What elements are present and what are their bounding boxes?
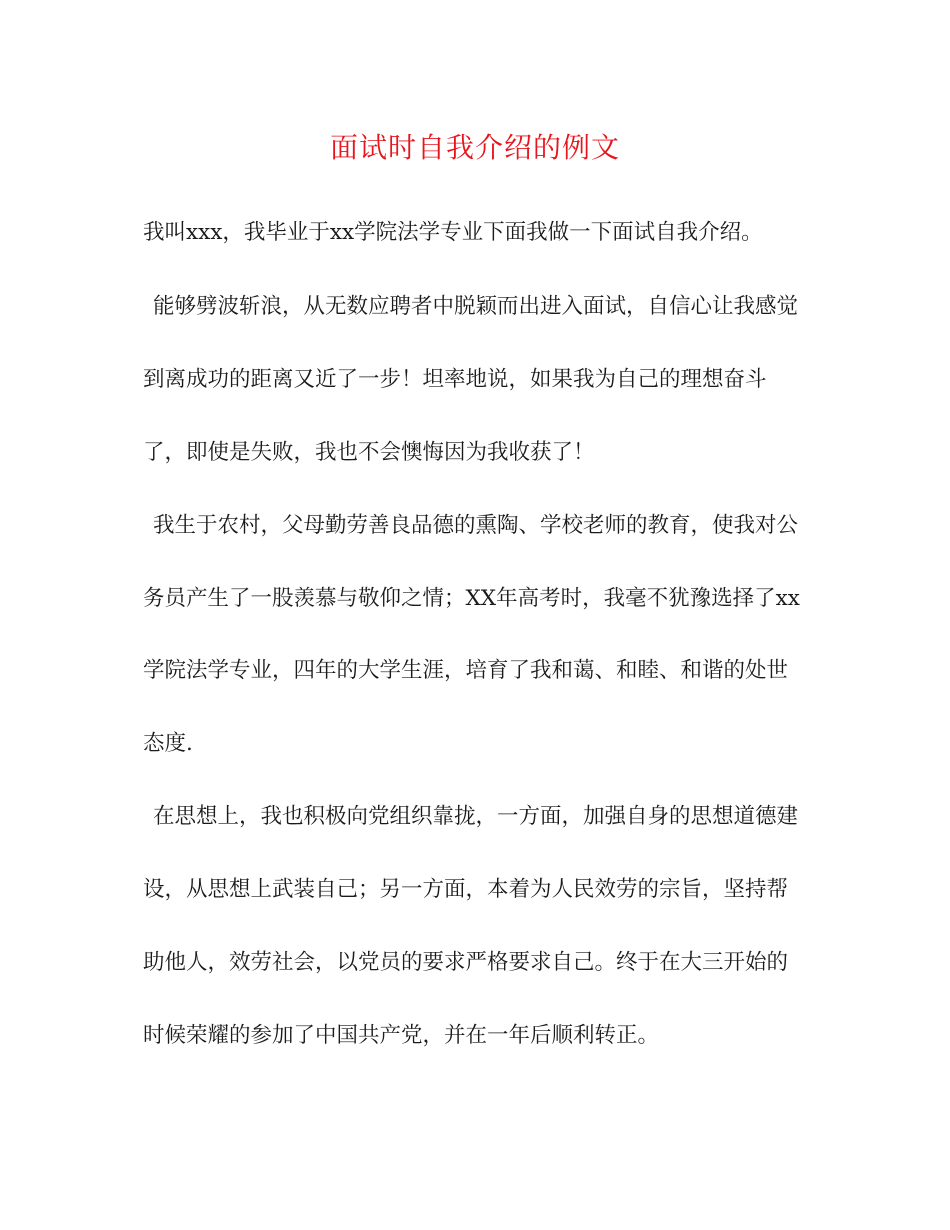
paragraph-line: 能够劈波斩浪，从无数应聘者中脱颖而出进入面试，自信心让我感觉 (153, 294, 799, 319)
paragraph-line: 助他人，效劳社会，以党员的要求严格要求自己。终于在大三开始的 (143, 950, 789, 975)
paragraph-line: 态度. (143, 731, 193, 756)
paragraph-line: 学院法学专业，四年的大学生涯，培育了我和蔼、和睦、和谐的处世 (143, 658, 789, 683)
paragraph-line: 了，即使是失败，我也不会懊悔因为我收获了！ (143, 440, 595, 465)
paragraph-line: 务员产生了一股羡慕与敬仰之情；XX年高考时，我毫不犹豫选择了xx (143, 586, 800, 611)
paragraph-line: 我生于农村，父母勤劳善良品德的熏陶、学校老师的教育，使我对公 (153, 513, 799, 538)
paragraph-line: 我叫xxx，我毕业于xx学院法学专业下面我做一下面试自我介绍。 (143, 220, 763, 245)
paragraph-line: 在思想上，我也积极向党组织靠拢，一方面，加强自身的思想道德建 (153, 804, 799, 829)
paragraph-line: 时候荣耀的参加了中国共产党，并在一年后顺利转正。 (143, 1023, 660, 1048)
paragraph-line: 设，从思想上武装自己；另一方面，本着为人民效劳的宗旨，坚持帮 (143, 877, 789, 902)
document-title: 面试时自我介绍的例文 (329, 131, 620, 164)
paragraph-line: 到离成功的距离又近了一步！坦率地说，如果我为自己的理想奋斗 (143, 367, 767, 392)
